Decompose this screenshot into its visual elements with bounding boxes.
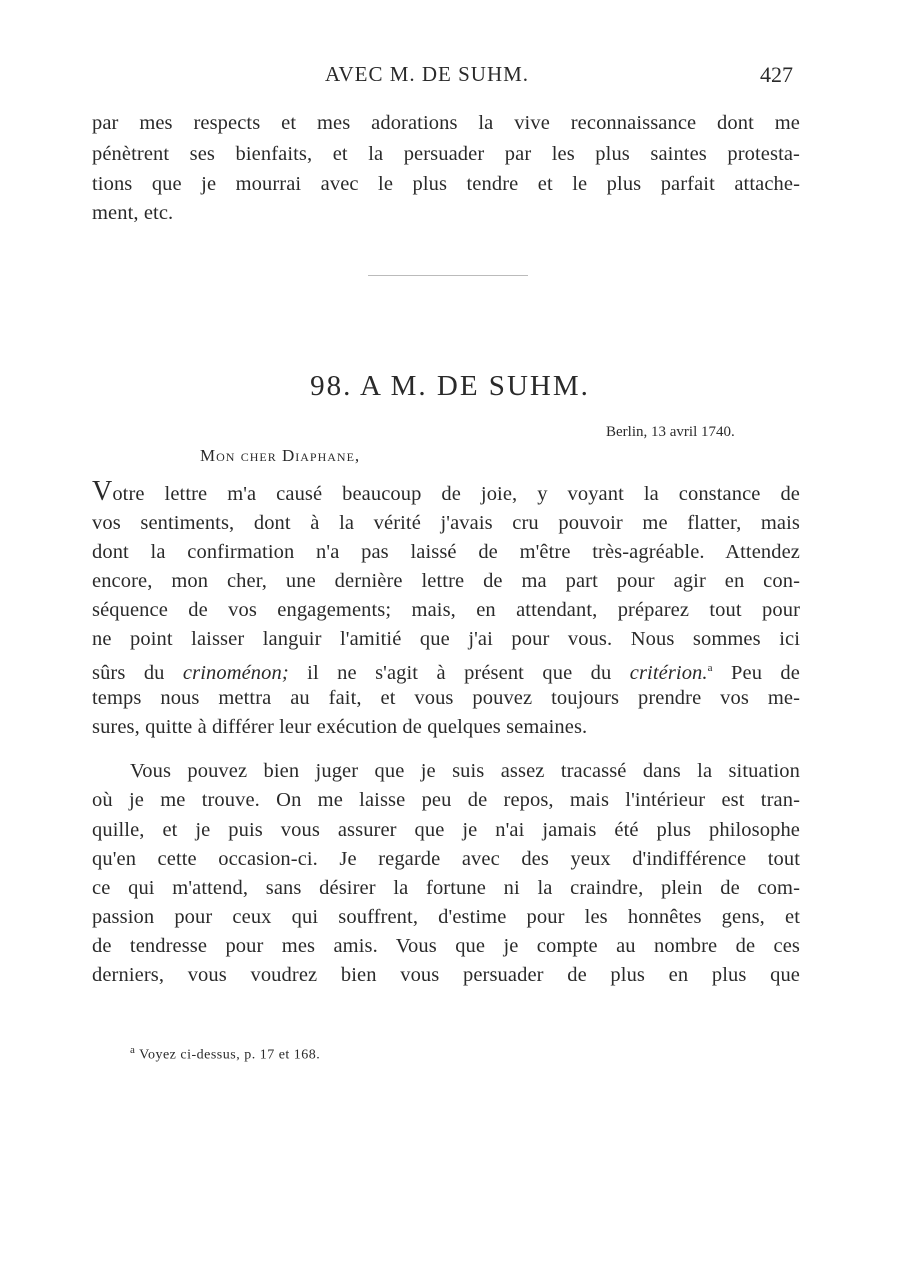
- salutation: Mon cher Diaphane,: [200, 446, 361, 465]
- text-line: dont la confirmation n'a pas laissé de m'être très-agréable. Attendez: [92, 541, 800, 563]
- italic-term: critérion.: [629, 661, 708, 684]
- text-line: encore, mon cher, une dernière lettre de ma part pour agir en con-: [92, 570, 800, 592]
- footnote-mark: a: [130, 1044, 136, 1056]
- text-line: sures, quitte à différer leur exécution de quelques semaines.: [92, 716, 588, 738]
- text-line: vos sentiments, dont à la vérité j'avais cru pouvoir me flatter, mais: [92, 512, 800, 534]
- section-divider: [368, 275, 528, 276]
- text-line: ment, etc.: [92, 202, 174, 224]
- text: sûrs du: [92, 661, 183, 684]
- text-line: derniers, vous voudrez bien vous persuader de plus en plus que: [92, 964, 800, 986]
- text-line: passion pour ceux qui souffrent, d'estime pour les honnêtes gens, et: [92, 906, 800, 928]
- text: Peu de: [712, 661, 800, 684]
- text-line: quille, et je puis vous assurer que je n'ai jamais été plus philosophe: [92, 819, 800, 841]
- text-line: qu'en cette occasion-ci. Je regarde avec des yeux d'indifférence tout: [92, 848, 800, 870]
- italic-term: crinoménon;: [182, 661, 289, 684]
- text-line: [92, 656, 800, 685]
- text-line: tions que je mourrai avec le plus tendre et le plus parfait attache-: [92, 173, 800, 195]
- text-line: ne point laisser languir l'amitié que j'ai pour vous. Nous sommes ici: [92, 628, 800, 650]
- text: il ne s'agit à présent que du: [288, 661, 630, 684]
- drop-cap: V: [92, 476, 113, 507]
- text-line: de tendresse pour mes amis. Vous que je compte au nombre de ces: [92, 935, 800, 957]
- text-line: temps nous mettra au fait, et vous pouvez toujours prendre vos me-: [92, 687, 800, 709]
- text-line: par mes respects et mes adorations la vive reconnaissance dont me: [92, 112, 800, 134]
- text: otre lettre m'a causé beaucoup de joie, y voyant la constance de: [112, 483, 800, 505]
- letter-title: 98. A M. DE SUHM.: [310, 370, 590, 402]
- text-line: pénètrent ses bienfaits, et la persuader par les plus saintes protesta-: [92, 143, 800, 165]
- text-line: où je me trouve. On me laisse peu de repos, mais l'intérieur est tran-: [92, 789, 800, 811]
- footnote-text: Voyez ci-dessus, p. 17 et 168.: [135, 1047, 321, 1063]
- footnote: [130, 1044, 320, 1064]
- page-number: 427: [760, 62, 793, 87]
- text-line: ce qui m'attend, sans désirer la fortune ni la craindre, plein de com-: [92, 877, 800, 899]
- text-line: [92, 476, 800, 507]
- text-line: séquence de vos engagements; mais, en attendant, préparez tout pour: [92, 599, 800, 621]
- letter-date: Berlin, 13 avril 1740.: [606, 424, 735, 440]
- running-title: AVEC M. DE SUHM.: [325, 62, 530, 86]
- text-line: Vous pouvez bien juger que je suis assez tracassé dans la situation: [130, 760, 800, 782]
- footnote-ref[interactable]: a: [707, 662, 713, 674]
